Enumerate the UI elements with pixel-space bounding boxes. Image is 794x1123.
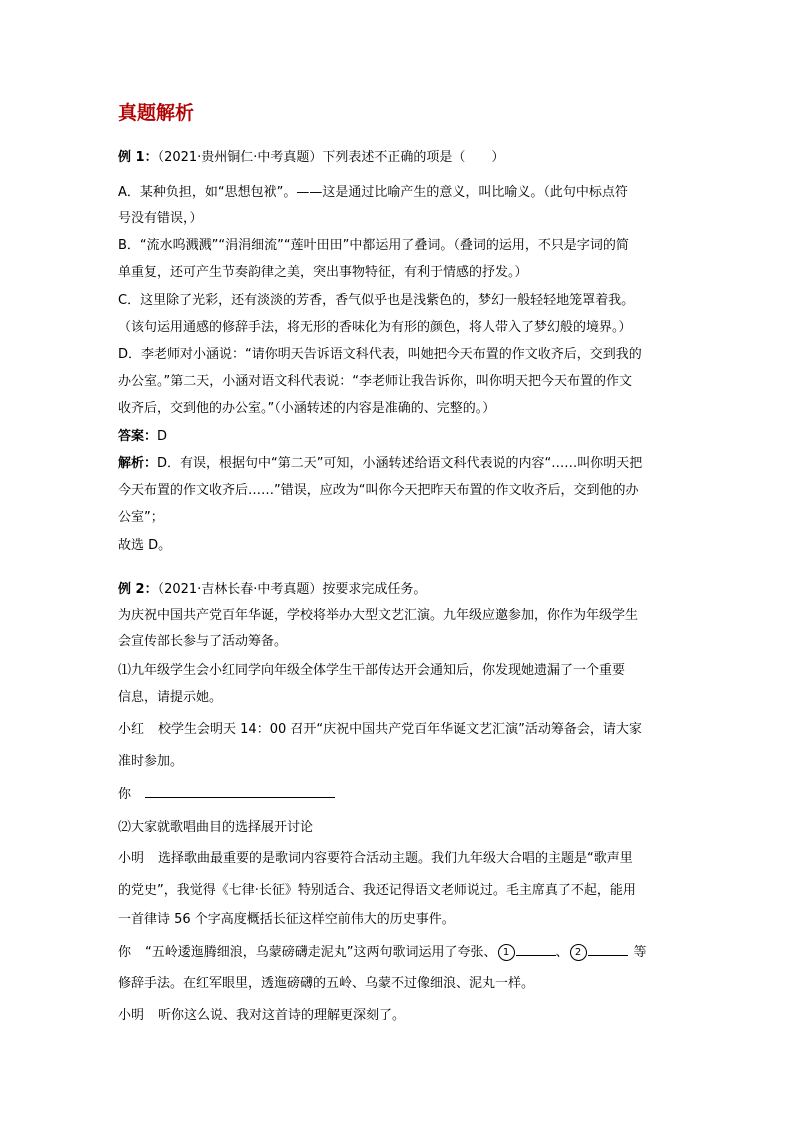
option-d-line-2: 办公室。”第二天，小涵对语文科代表说：“李老师让我告诉你，叫你明天把今天布置的作文 [118,374,632,389]
intro-line-1: 为庆祝中国共产党百年华诞，学校将举办大型文艺汇演。九年级应邀参加，你作为年级学生 [118,608,639,623]
example-2-label: 例 2： [118,582,158,597]
dialogue-1-line-2: 准时参加。 [118,754,184,769]
speaker-you-2: 你 [118,945,132,960]
task-1-line-2: 信息，请提示她。 [118,690,223,705]
dialogue-3-line-3: 一首律诗 56 个字高度概括长征这样空前伟大的历史事件。 [118,912,455,927]
answer-value: D [157,429,168,444]
example-1-question [118,150,504,166]
analysis-line-3: 公室”； [118,510,164,525]
option-b-line-2: 单重复，还可产生节奏韵律之美，突出事物特征，有利于情感的抒发。） [118,265,528,280]
blank-1[interactable] [516,945,556,956]
section-heading: 真题解析 [118,102,195,124]
example-1-label: 例 1： [118,150,158,165]
option-a-line-2: 号没有错误，） [118,211,203,226]
answer-blank[interactable] [145,787,335,798]
intro-line-2: 会宣传部长参与了活动筹备。 [118,634,288,649]
dialogue-4-line-2: 修辞手法。在红军眼里，透迤磅礴的五岭、乌蒙不过像细浪、泥丸一样。 [118,976,535,991]
blank-2[interactable] [588,945,628,956]
dialogue-2-line [118,787,335,803]
dialogue-1-line-1 [118,722,642,738]
option-c-line-1: C．这里除了光彩，还有淡淡的芳香，香气似乎也是浅紫色的，梦幻一般轻轻地笼罩着我。 [118,293,635,308]
dialogue-1-text-1: 校学生会明天 14：00 召开“庆祝中国共产党百年华诞文艺汇演”活动筹备会，请大家 [158,722,642,737]
blank-1-number: 1 [498,944,515,961]
speaker-you: 你 [118,787,132,802]
analysis-line-1 [118,456,642,472]
option-a-line-1: A．某种负担，如“思想包袱”。——这是通过比喻产生的意义，叫比喻义。（此句中标点符 [118,185,628,200]
dialogue-5-text: 听你这么说、我对这首诗的理解更深刻了。 [158,1008,406,1023]
example-2-question-text: （2021·吉林长春·中考真题）按要求完成任务。 [157,582,427,597]
dialogue-3-line-2: 的党史”，我觉得《七律·长征》特别适合、我还记得语文老师说过。毛主席真了不起，能用 [118,883,636,898]
option-c-line-2: （该句运用通感的修辞手法，将无形的香味化为有形的颜色，将人带入了梦幻般的境界。） [118,320,632,335]
option-d-line-1: D．李老师对小涵说：“请你明天告诉语文科代表，叫她把今天布置的作文收齐后，交到我的 [118,347,642,362]
option-d-line-3: 收齐后，交到他的办公室。”（小涵转述的内容是准确的、完整的。） [118,401,496,416]
dialogue-3-line-1 [118,851,633,867]
blank-2-number: 2 [570,944,587,961]
analysis-label: 解析： [118,456,158,471]
analysis-line-2: 今天布置的作文收齐后……”错误，应改为“叫你今天把昨天布置的作文收齐后，交到他的办 [118,483,639,498]
option-b-line-1: B．“流水呜溅溅”“涓涓细流”“莲叶田田”中都运用了叠词。（叠词的运用，不只是字词的简 [118,238,629,253]
speaker-xiaoming: 小明 [118,851,145,866]
dialogue-4-text-b: 等 [633,945,647,960]
analysis-text-1: D．有误，根据句中“第二天”可知，小涵转述给语文科代表说的内容“……叫你明天把 [157,456,643,471]
task-1-line-1: ⑴九年级学生会小红同学向年级全体学生干部传达开会通知后，你发现她遗漏了一个重要 [118,663,626,678]
example-1-question-text: （2021·贵州铜仁·中考真题）下列表述不正确的项是（ ） [157,150,505,165]
example-2-question [118,582,426,598]
task-2-line: ⑵大家就歌唱曲目的选择展开讨论 [118,820,314,835]
answer-label: 答案： [118,429,158,444]
dialogue-3-text-1: 选择歌曲最重要的是歌词内容要符合活动主题。我们九年级大合唱的主题是“歌声里 [158,851,633,866]
answer-line [118,429,167,445]
dialogue-4-line-1 [118,944,647,961]
dialogue-4-text-a: “五岭逶迤腾细浪，乌蒙磅礴走泥丸”这两句歌词运用了夸张、 [145,945,497,960]
dialogue-5-line [118,1008,405,1024]
speaker-xiaoming-2: 小明 [118,1008,145,1023]
conclusion-line: 故选 D。 [118,538,172,553]
blank-separator: 、 [555,945,569,960]
speaker-xiaohong: 小红 [118,722,145,737]
